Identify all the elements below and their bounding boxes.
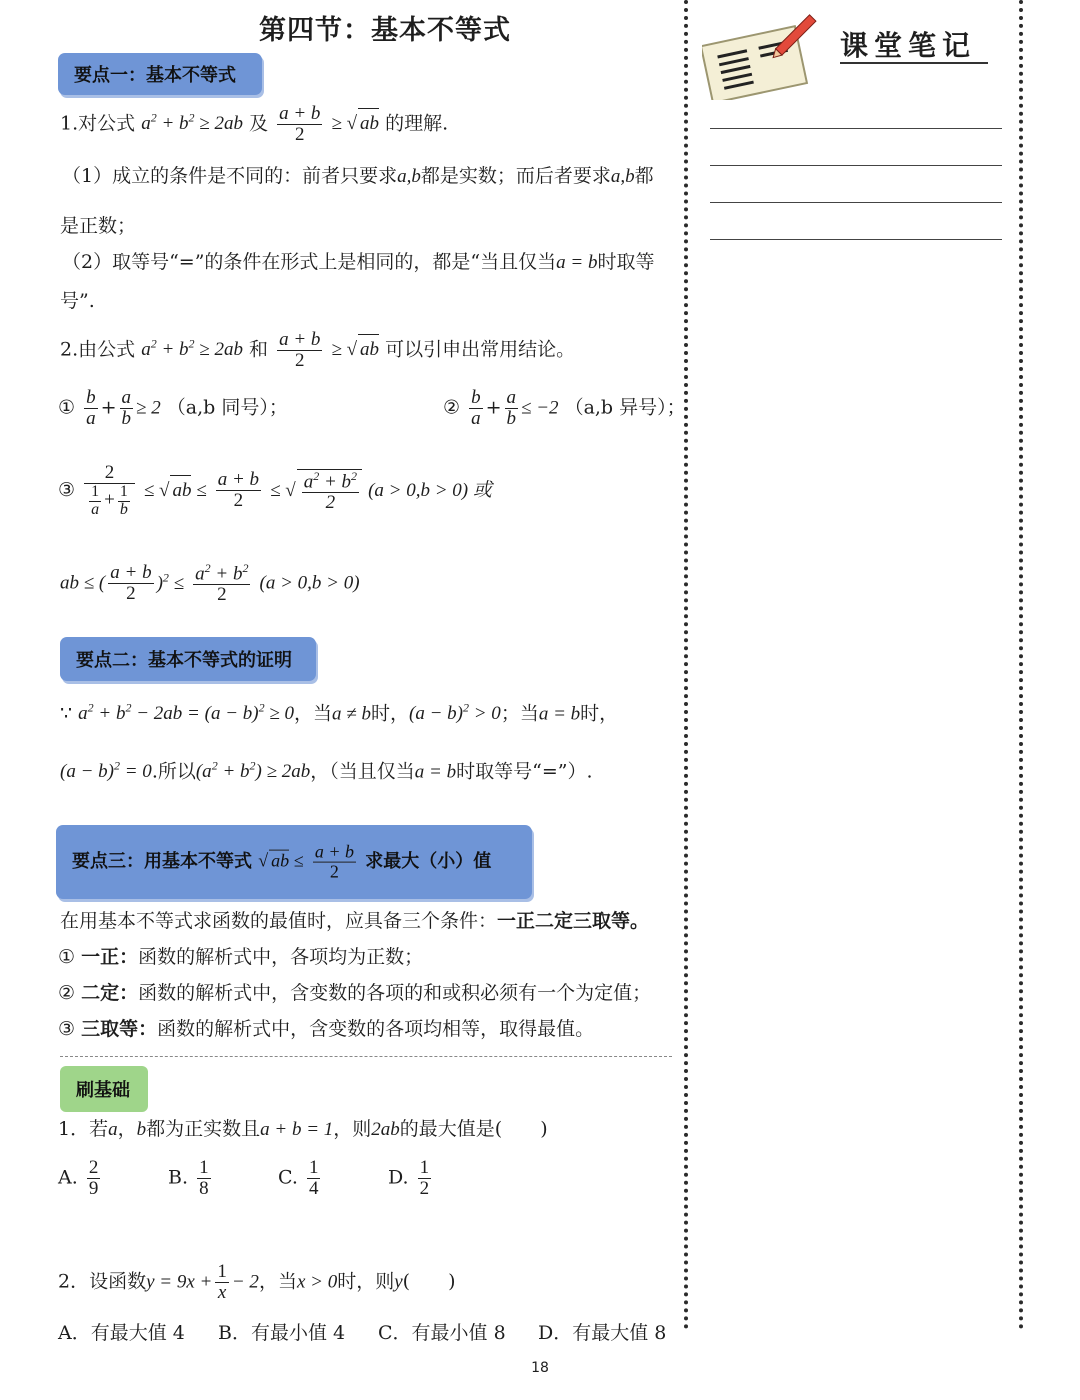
kp1-item1-1: （1）成立的条件是不同的：前者只要求a,b都是实数；而后者要求a,b都 xyxy=(62,165,654,187)
q1-option-d[interactable]: D. $\frac{1}{2}$ xyxy=(388,1157,430,1199)
conclusion-4: ab ≤ ( $\frac{a + b}{2}$ )$^2$ ≤ $\frac{a^2 + b^2}{2}$ (a > 0,b > 0) xyxy=(60,561,360,606)
page-number: 18 xyxy=(531,1360,549,1376)
practice-header xyxy=(60,1066,148,1112)
kp3-intro: 在用基本不等式求函数的最值时，应具备三个条件：一正二定三取等。 xyxy=(60,910,650,932)
key-point-3-label: 要点三：用基本不等式 √ ab ≤ $\frac{a + b}{2}$ 求最大（小）值 xyxy=(72,841,492,882)
column-divider xyxy=(684,0,688,1330)
kp3-rule-2: ② 二定：函数的解析式中，含变数的各项的和或积必须有一个为定值； xyxy=(58,982,652,1004)
kp1-item1-2-cont: 号”. xyxy=(60,290,95,312)
question-2: 2．设函数y = 9x + $\frac{1}{x}$ − 2，当x > 0时，则y( ) xyxy=(58,1261,456,1303)
kp1-item1: 1.对公式 $a^2 + b^2 \ge 2ab$ 及 $\frac{a + b}{2}$ ≥ √ ab 的理解. xyxy=(60,102,449,145)
kp1-item2: 2.由公式 $a^2 + b^2 \ge 2ab$ 和 $\frac{a + b}{2}$ ≥ √ ab 可以引申出常用结论。 xyxy=(60,328,576,371)
q1-option-a[interactable]: A. $\frac{2}{9}$ xyxy=(58,1157,99,1199)
proof-line-2: $(a - b)^2 = 0$.所以$(a^2 + b^2) \ge 2ab$，（当且仅当a = b时取等号“=”）. xyxy=(60,759,593,783)
proof-line-1: ∵ $a^2 + b^2 - 2ab = (a - b)^2 \ge 0$，当a ≠ b时，$(a - b)^2 > 0$；当a = b时， xyxy=(60,701,619,725)
kp1-item1-1-cont: 是正数； xyxy=(60,215,137,237)
key-point-3-header xyxy=(56,825,532,899)
q2-option-d[interactable]: D．有最大值 8 xyxy=(538,1322,667,1344)
note-line xyxy=(710,202,1002,203)
key-point-2-label: 要点二：基本不等式的证明 xyxy=(76,650,292,671)
q2-option-c[interactable]: C．有最小值 8 xyxy=(378,1322,506,1344)
key-point-1-label: 要点一：基本不等式 xyxy=(74,65,236,86)
question-1: 1．若a，b都为正实数且a + b = 1，则2ab的最大值是( ) xyxy=(58,1118,548,1140)
kp1-item1-2: （2）取等号“=”的条件在形式上是相同的，都是“当且仅当a = b时取等 xyxy=(62,251,655,273)
notes-title-underline xyxy=(840,62,988,64)
practice-label: 刷基础 xyxy=(76,1080,130,1101)
section-divider xyxy=(60,1056,672,1057)
notepad-pencil-icon xyxy=(702,10,822,100)
conclusion-3: ③ 2 $\frac{1}{a}$ + $\frac{1}{b}$ ≤ √ ab ≤ $\frac{a + b}{2}$ ≤ √ $\frac{a^2 + b^2}{2}$ (a > 0,b > 0) 或 xyxy=(58,462,492,518)
kp3-rule-1: ① 一正：函数的解析式中，各项均为正数； xyxy=(58,946,424,968)
kp3-rule-3: ③ 三取等：函数的解析式中，含变数的各项均相等，取得最值。 xyxy=(58,1018,595,1040)
conclusion-1: ① $\frac{b}{a}$ + $\frac{a}{b}$ ≥ 2 （a,b 同号）； xyxy=(58,387,288,429)
note-line xyxy=(710,239,1002,240)
q2-option-a[interactable]: A．有最大值 4 xyxy=(58,1322,185,1344)
q1-option-c[interactable]: C. $\frac{1}{4}$ xyxy=(278,1157,319,1199)
conclusion-2: ② $\frac{b}{a}$ + $\frac{a}{b}$ ≤ −2 （a,b 异号）； xyxy=(443,387,686,429)
page-title: 第四节：基本不等式 xyxy=(259,15,511,46)
q1-option-b[interactable]: B. $\frac{1}{8}$ xyxy=(168,1157,209,1199)
note-line xyxy=(710,128,1002,129)
q2-option-b[interactable]: B．有最小值 4 xyxy=(218,1322,346,1344)
key-point-2-header xyxy=(60,637,316,681)
notes-title: 课堂笔记 xyxy=(840,29,977,62)
key-point-1-header xyxy=(58,53,262,95)
page-border xyxy=(1019,0,1023,1330)
note-line xyxy=(710,165,1002,166)
